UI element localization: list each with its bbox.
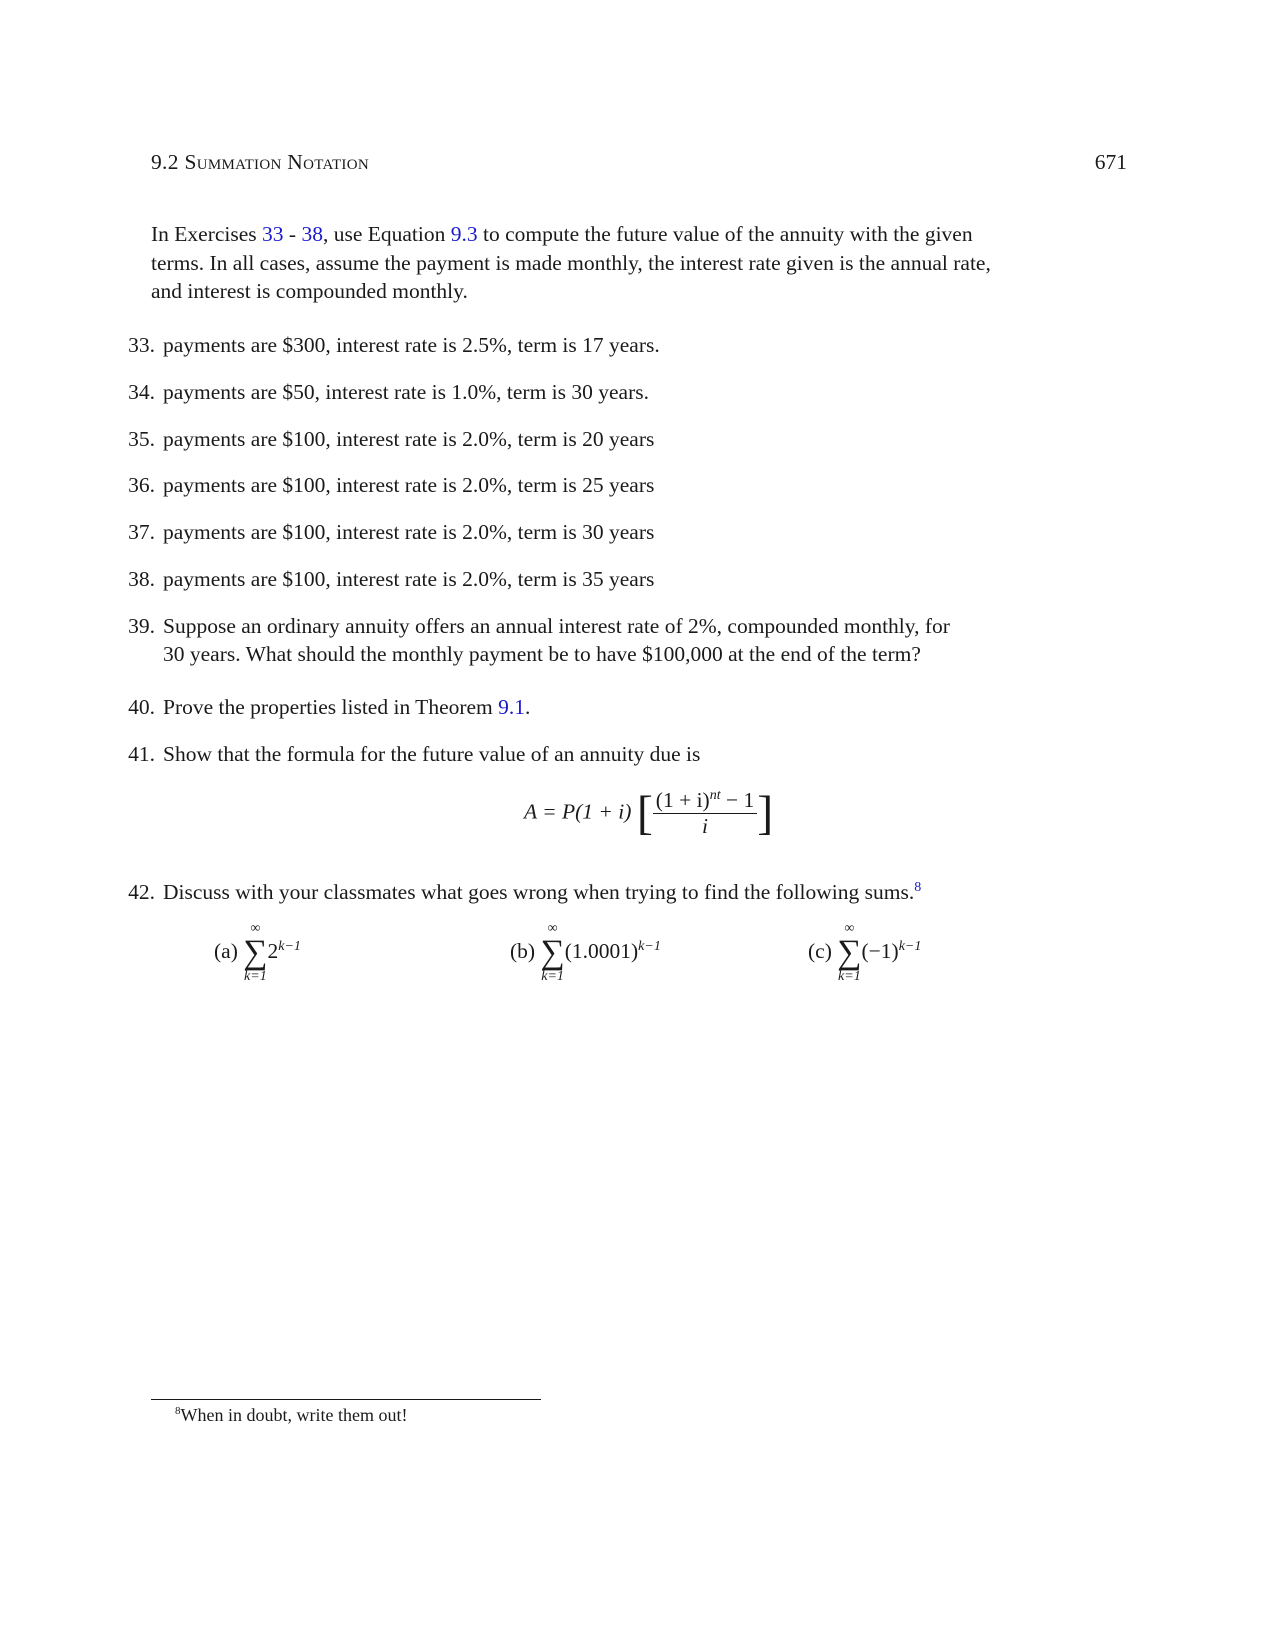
sum-c: (c) ∞ ∑ k=1 $(-1)^{k-1}$ xyxy=(808,921,922,984)
exercise-33: 33. payments are $300, interest rate is 2.5%, term is 17 years. xyxy=(128,333,660,357)
intro-line-2: terms. In all cases, assume the payment is made monthly, the interest rate given is the annual rate, xyxy=(151,251,991,275)
exercise-40: 40. Prove the properties listed in Theorem 9.1. xyxy=(128,695,531,719)
footnote: $^8$When in doubt, write them out! xyxy=(175,1405,408,1425)
exercise-37: 37. payments are $100, interest rate is 2.0%, term is 30 years xyxy=(128,520,655,544)
annuity-due-formula: A = P(1 + i) [ $\frac{(1 + i)^{nt} - 1}{i}$ ] xyxy=(524,786,774,840)
exercise-link-33[interactable]: 33 xyxy=(262,222,284,246)
footnote-rule xyxy=(151,1399,541,1400)
exercise-42: 42. Discuss with your classmates what goes wrong when trying to find the following sums.$^8$ xyxy=(128,880,922,905)
footnote-link[interactable]: 8 xyxy=(914,880,922,895)
exercise-39-line-2: 30 years. What should the monthly payment be to have $100,000 at the end of the term? xyxy=(163,642,921,666)
exercise-34: 34. payments are $50, interest rate is 1.0%, term is 30 years. xyxy=(128,380,649,404)
exercise-39: 39. Suppose an ordinary annuity offers an annual interest rate of 2%, compounded monthly, for xyxy=(128,614,950,638)
intro-line-3: and interest is compounded monthly. xyxy=(151,279,468,303)
page-number: 671 xyxy=(1094,150,1127,174)
theorem-link[interactable]: 9.1 xyxy=(498,695,526,719)
exercise-41: 41. Show that the formula for the future value of an annuity due is xyxy=(128,742,701,766)
exercise-36: 36. payments are $100, interest rate is 2.0%, term is 25 years xyxy=(128,473,655,497)
exercise-link-38[interactable]: 38 xyxy=(301,222,323,246)
intro-line-1: In Exercises 33 - 38, use Equation 9.3 to compute the future value of the annuity with the given xyxy=(151,222,973,246)
exercise-35: 35. payments are $100, interest rate is 2.0%, term is 20 years xyxy=(128,427,655,451)
exercise-38: 38. payments are $100, interest rate is 2.0%, term is 35 years xyxy=(128,567,655,591)
section-header: 9.2 Summation Notation xyxy=(151,150,369,174)
equation-link[interactable]: 9.3 xyxy=(450,222,478,246)
sum-b: (b) ∞ ∑ k=1 $(1.0001)^{k-1}$ xyxy=(510,921,661,984)
sum-a: (a) ∞ ∑ k=1 $2^{k-1}$ xyxy=(214,921,301,984)
